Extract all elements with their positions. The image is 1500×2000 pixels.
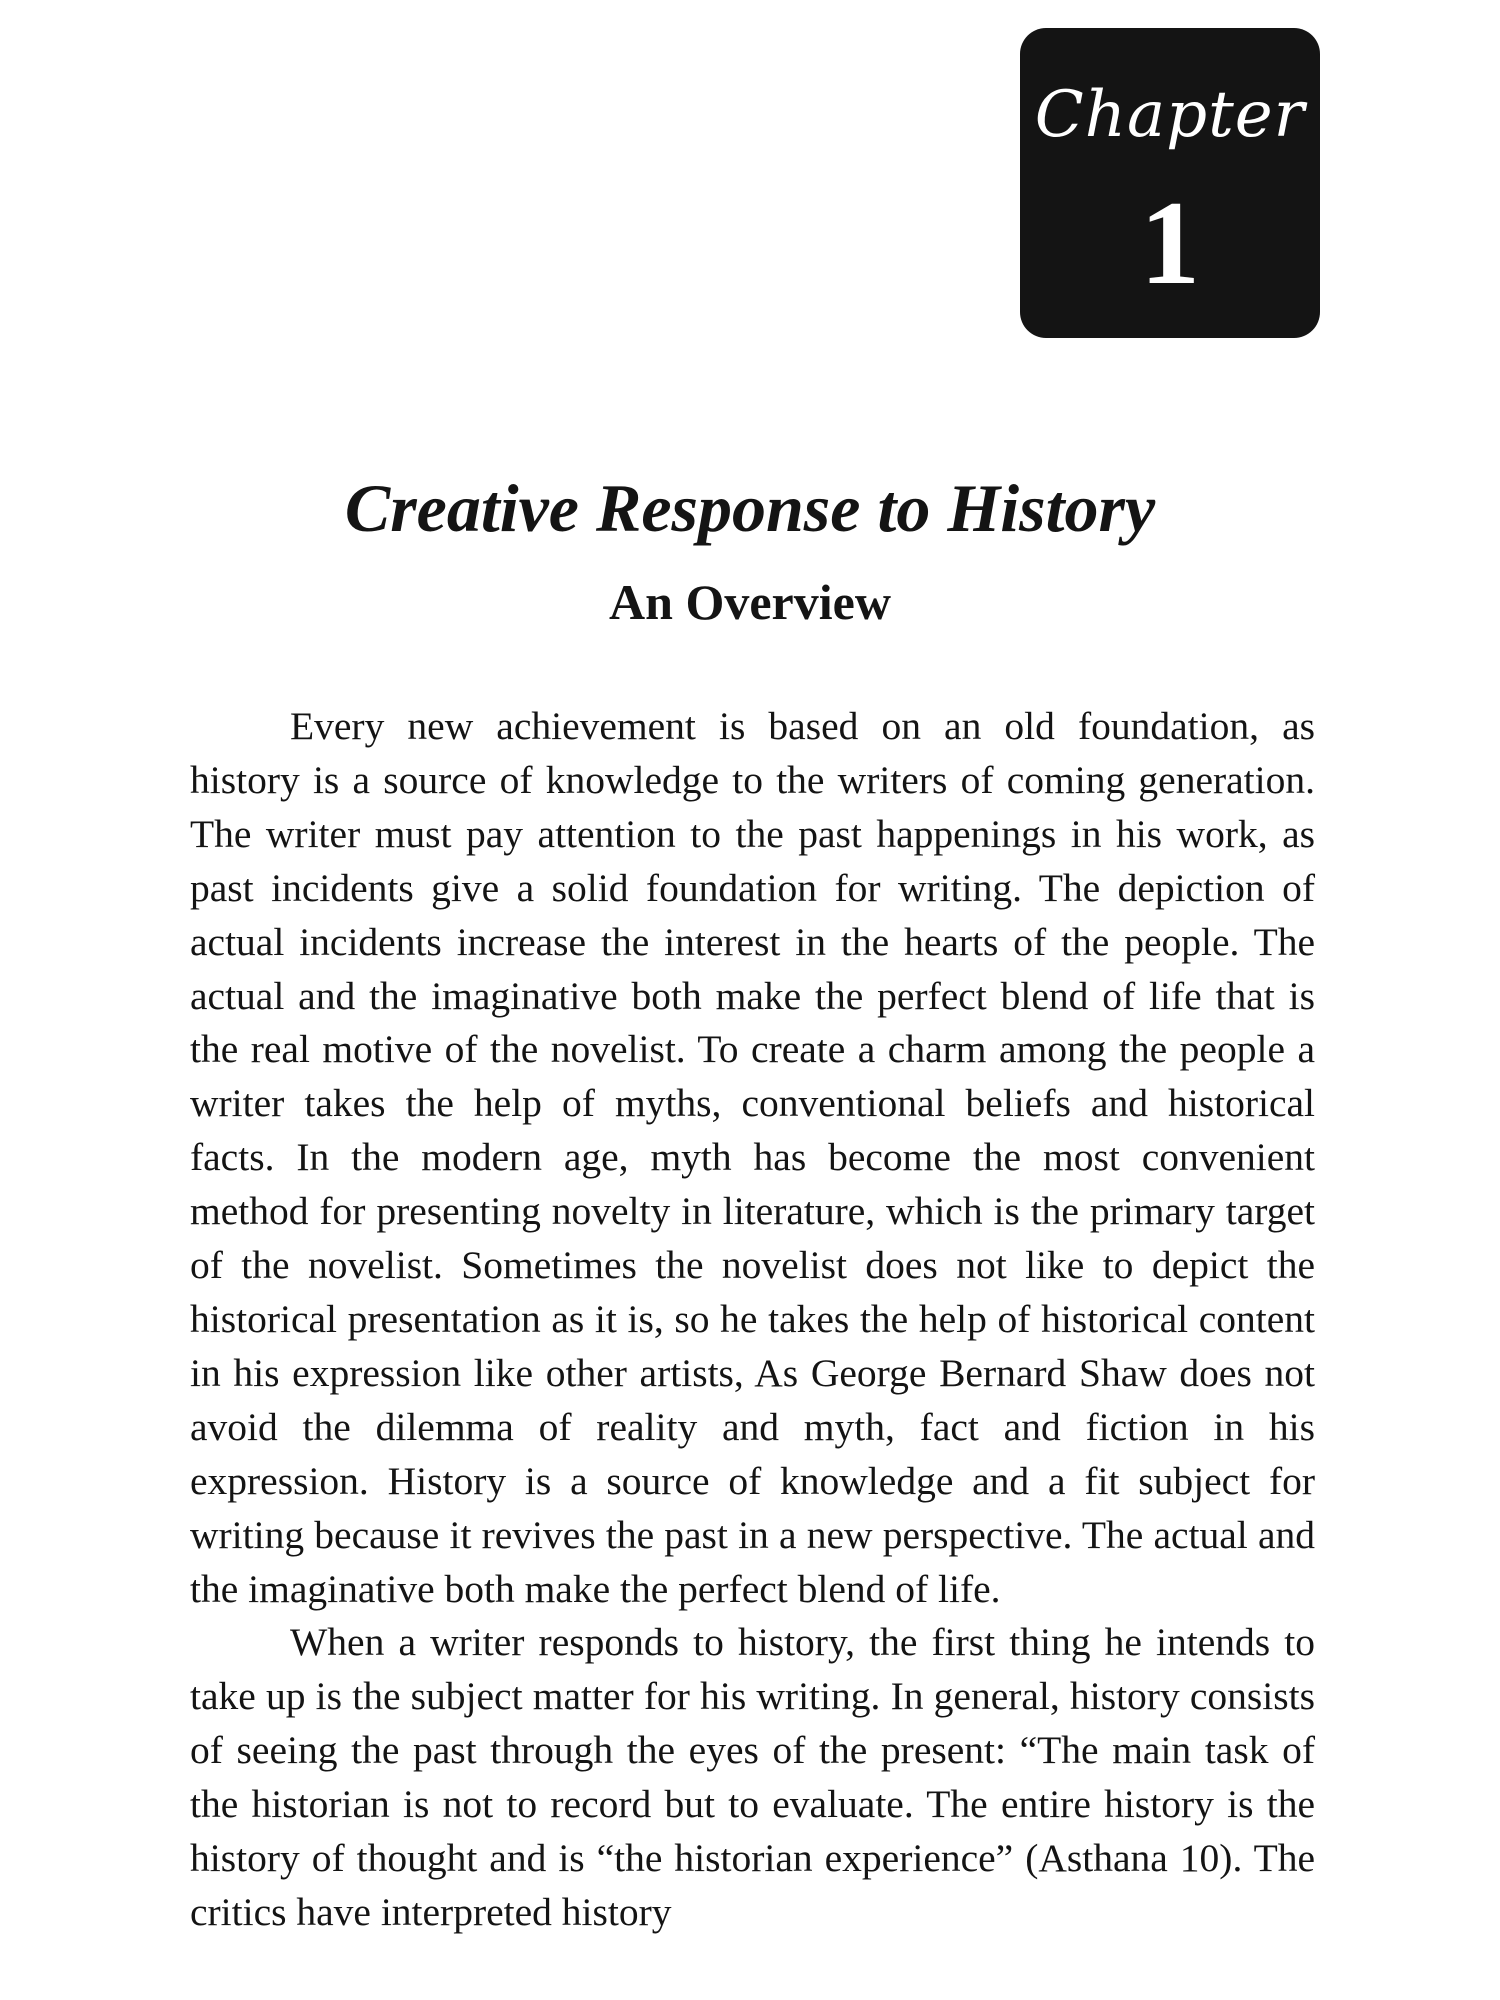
chapter-subtitle: An Overview bbox=[609, 574, 891, 630]
chapter-title: Creative Response to History bbox=[344, 470, 1156, 546]
chapter-number: 1 bbox=[1140, 176, 1200, 309]
chapter-badge bbox=[1020, 28, 1320, 338]
body-text bbox=[190, 700, 1315, 1940]
paragraph: Every new achievement is based on an old foundation, as history is a source of knowledge to the writers of coming generation. The writer must pay attention to the past happenings in his work, as past incidents give a solid foundation for writing. The depiction of actual incidents increase the interest in the hearts of the people. The actual and the imaginative both make the perfect blend of life that is the real motive of the novelist. To create a charm among the people a writer takes the help of myths, conventional beliefs and historical facts. In the modern age, myth has become the most convenient method for presenting novelty in literature, which is the primary target of the novelist. Sometimes the novelist does not like to depict the historical presentation as it is, so he takes the help of historical content in his expression like other artists, As George Bernard Shaw does not avoid the dilemma of reality and myth, fact and fiction in his expression. History is a source of knowledge and a fit subject for writing because it revives the past in a new perspective. The actual and the imaginative both make the perfect blend of life. bbox=[190, 704, 1315, 1611]
chapter-label: Chapter bbox=[1034, 78, 1306, 152]
paragraph: When a writer responds to history, the first thing he intends to take up is the subject matter for his writing. In general, history consists of seeing the past through the eyes of the present: “The main task of the historian is not to record but to evaluate. The entire history is the history of thought and is “the historian experience” (Asthana 10). The critics have interpreted history bbox=[190, 1620, 1315, 1934]
